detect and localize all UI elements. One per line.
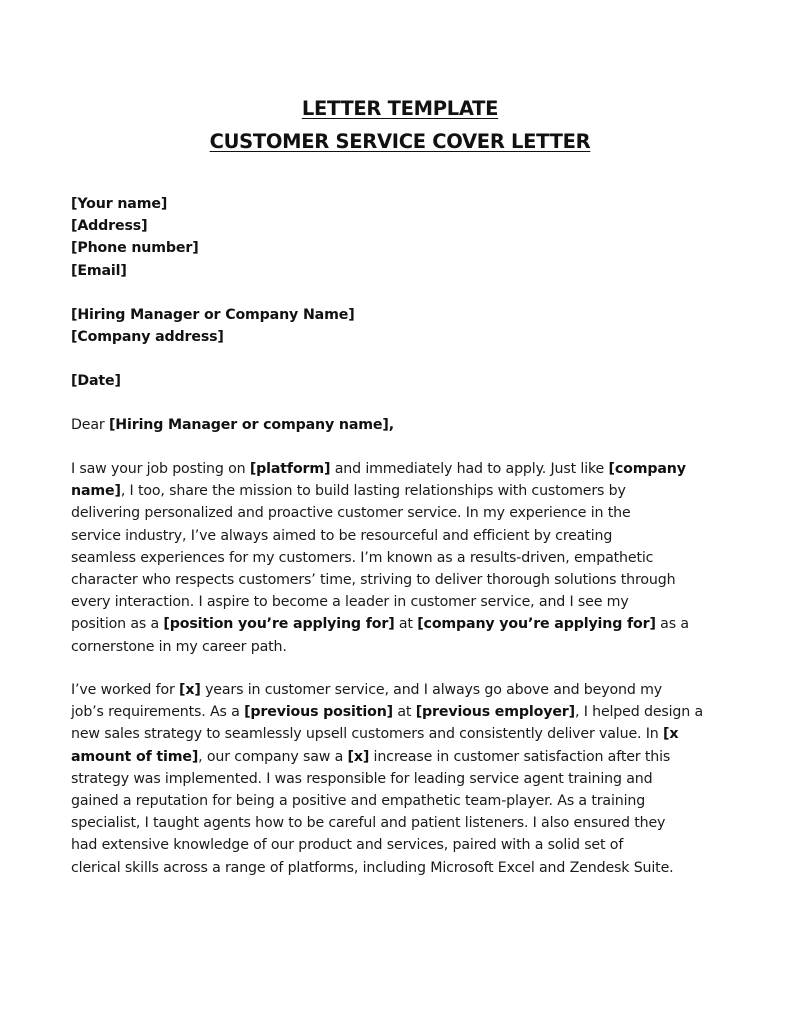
recipient-address: [Company address] (71, 329, 224, 346)
body-text-run: , I helped design a (574, 704, 704, 721)
body-text-run: I saw your job posting on (71, 461, 250, 477)
recipient-name: [Hiring Manager or Company Name] (71, 307, 355, 323)
sender-address: [Address] (71, 218, 148, 235)
body-text-run: position as a (71, 616, 164, 633)
salutation-name: [Hiring Manager or company name], (108, 417, 394, 433)
body-text-run: had extensive knowledge of our product and services, paired with a solid set of (71, 837, 624, 854)
sender-name: [Your name] (71, 196, 168, 212)
body-text-run: seamless experiences for my customers. I’m known as a results-driven, empathetic (71, 549, 654, 566)
placeholder-field: [company you’re applying for] (417, 616, 656, 633)
placeholder-field: name] (71, 483, 121, 500)
body-text-run: I’ve worked for (71, 682, 180, 698)
paragraph-line (71, 679, 733, 701)
placeholder-field: [company (608, 461, 686, 477)
document-subtitle: CUSTOMER SERVICE COVER LETTER (209, 130, 591, 153)
body-text-run: service industry, I’ve always aimed to be resourceful and efficient by creating (71, 527, 613, 544)
salutation-prefix: Dear (71, 417, 109, 433)
sender-block (71, 193, 733, 282)
body-text-run: increase in customer satisfaction after this (369, 748, 671, 765)
paragraph-line (71, 812, 733, 834)
placeholder-field: [x] (347, 748, 370, 765)
paragraph-line (71, 458, 733, 480)
paragraph-line (71, 525, 733, 547)
sender-email: [Email] (71, 262, 127, 279)
letter-date: [Date] (71, 373, 121, 389)
placeholder-field: [previous position] (244, 704, 394, 721)
paragraph-2 (71, 679, 733, 879)
paragraph-line (71, 746, 733, 768)
placeholder-field: [position you’re applying for] (163, 616, 395, 633)
paragraph-line (71, 480, 733, 502)
body-text-run: at (394, 616, 418, 633)
placeholder-field: amount of time] (71, 748, 199, 765)
paragraph-line (71, 502, 733, 524)
body-text-run: strategy was implemented. I was responsible for leading service agent training and (71, 770, 653, 787)
document-title: LETTER TEMPLATE (301, 97, 499, 120)
paragraph-line (71, 569, 733, 591)
paragraph-line (71, 834, 733, 856)
body-text-run: , I too, share the mission to build lasting relationships with customers by (120, 483, 626, 500)
sender-phone: [Phone number] (71, 240, 199, 257)
recipient-block (71, 304, 733, 348)
paragraph-line (71, 547, 733, 569)
paragraph-line (71, 613, 733, 635)
placeholder-field: [platform] (249, 461, 331, 477)
body-text-run: , our company saw a (198, 748, 348, 765)
paragraph-line (71, 790, 733, 812)
paragraph-1 (71, 458, 733, 658)
paragraph-line (71, 768, 733, 790)
body-text-run: new sales strategy to seamlessly upsell customers and consistently deliver value. In (71, 726, 663, 743)
body-text-run: gained a reputation for being a positive and empathetic team-player. As a training (71, 792, 646, 809)
paragraph-line (71, 857, 733, 879)
body-text-run: years in customer service, and I always go above and beyond my (200, 682, 662, 698)
body-text-run: cornerstone in my career path. (71, 638, 287, 655)
body-text-run: every interaction. I aspire to become a leader in customer service, and I see my (71, 594, 629, 611)
body-text-run: and immediately had to apply. Just like (330, 461, 609, 477)
paragraph-line (71, 591, 733, 613)
body-text-run: specialist, I taught agents how to be careful and patient listeners. I also ensured they (71, 815, 666, 832)
body-text-run: clerical skills across a range of platforms, including Microsoft Excel and Zendesk Suite. (71, 859, 674, 876)
date-block (71, 370, 733, 392)
body-text-run: at (393, 704, 416, 721)
placeholder-field: [x] (179, 682, 201, 698)
paragraph-line (71, 701, 733, 723)
salutation (71, 414, 733, 436)
body-text-run: character who respects customers’ time, striving to deliver thorough solutions through (71, 571, 676, 588)
paragraph-line (71, 636, 733, 658)
body-text-run: job’s requirements. As a (71, 704, 245, 721)
placeholder-field: [previous employer] (415, 704, 575, 721)
body-text-run: as a (655, 616, 689, 633)
paragraph-line (71, 723, 733, 745)
placeholder-field: [x (662, 726, 679, 743)
body-text-run: delivering personalized and proactive customer service. In my experience in the (71, 505, 631, 522)
